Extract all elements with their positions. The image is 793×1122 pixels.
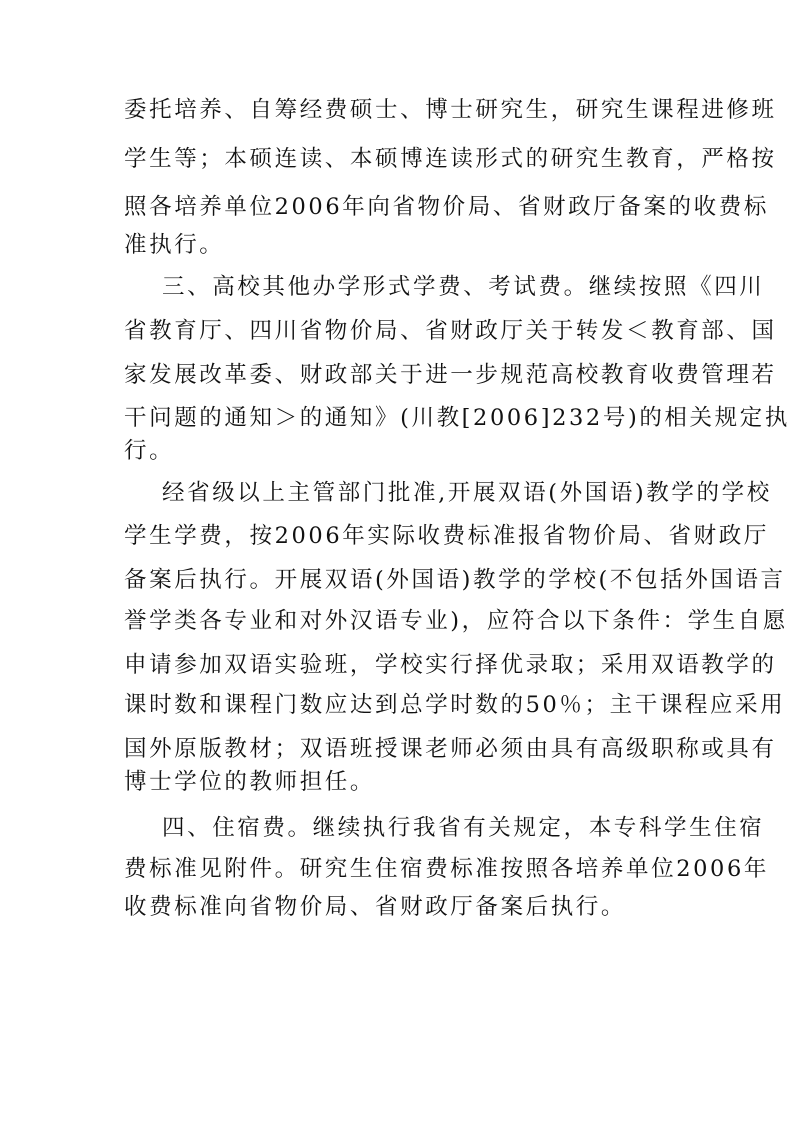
text-line: 准执行。 bbox=[124, 232, 225, 258]
text-line: 干问题的通知＞的通知》(川教[2006]232号)的相关规定执 bbox=[124, 405, 790, 431]
paragraph-line bbox=[0, 313, 793, 349]
paragraph-line bbox=[0, 475, 793, 511]
text-line: 学生等；本硕连读、本硕博连读形式的研究生教育，严格按 bbox=[124, 146, 777, 172]
text-line: 誉学类各专业和对外汉语专业)，应符合以下条件：学生自愿 bbox=[124, 608, 788, 634]
paragraph-line bbox=[0, 227, 793, 263]
paragraph-line bbox=[0, 687, 793, 723]
paragraph-line bbox=[0, 810, 793, 846]
text-line: 三、高校其他办学形式学费、考试费。继续按照《四川 bbox=[162, 274, 765, 300]
text-line: 费标准见附件。研究生住宿费标准按照各培养单位2006年 bbox=[124, 856, 769, 882]
paragraph-line bbox=[0, 603, 793, 639]
paragraph-line bbox=[0, 889, 793, 925]
text-line: 委托培养、自筹经费硕士、博士研究生，研究生课程进修班 bbox=[124, 97, 777, 123]
paragraph-line bbox=[0, 562, 793, 598]
text-line: 申请参加双语实验班，学校实行择优录取；采用双语教学的 bbox=[124, 652, 777, 678]
text-line: 收费标准向省物价局、省财政厅备案后执行。 bbox=[124, 894, 627, 920]
paragraph-line bbox=[0, 269, 793, 305]
paragraph-line bbox=[0, 141, 793, 177]
paragraph-line bbox=[0, 731, 793, 767]
paragraph-line bbox=[0, 92, 793, 128]
text-line: 国外原版教材；双语班授课老师必须由具有高级职称或具有 bbox=[124, 736, 777, 762]
text-line: 省教育厅、四川省物价局、省财政厅关于转发＜教育部、国 bbox=[124, 318, 777, 344]
text-line: 家发展改革委、财政部关于进一步规范高校教育收费管理若 bbox=[124, 362, 777, 388]
paragraph-line bbox=[0, 851, 793, 887]
paragraph-line bbox=[0, 433, 793, 469]
text-line: 照各培养单位2006年向省物价局、省财政厅备案的收费标 bbox=[124, 194, 769, 220]
text-line: 四、住宿费。继续执行我省有关规定，本专科学生住宿 bbox=[162, 815, 765, 841]
text-line: 备案后执行。开展双语(外国语)教学的学校(不包括外国语言 bbox=[124, 567, 786, 593]
text-line: 课时数和课程门数应达到总学时数的50％；主干课程应采用 bbox=[124, 692, 786, 718]
paragraph-line bbox=[0, 400, 793, 436]
paragraph-line bbox=[0, 764, 793, 800]
paragraph-line bbox=[0, 518, 793, 554]
text-line: 博士学位的教师担任。 bbox=[124, 769, 376, 795]
text-line: 学生学费，按2006年实际收费标准报省物价局、省财政厅 bbox=[124, 523, 769, 549]
paragraph-line bbox=[0, 189, 793, 225]
text-line: 行。 bbox=[124, 438, 175, 464]
text-line: 经省级以上主管部门批准,开展双语(外国语)教学的学校 bbox=[162, 480, 772, 506]
paragraph-line bbox=[0, 647, 793, 683]
paragraph-line bbox=[0, 357, 793, 393]
